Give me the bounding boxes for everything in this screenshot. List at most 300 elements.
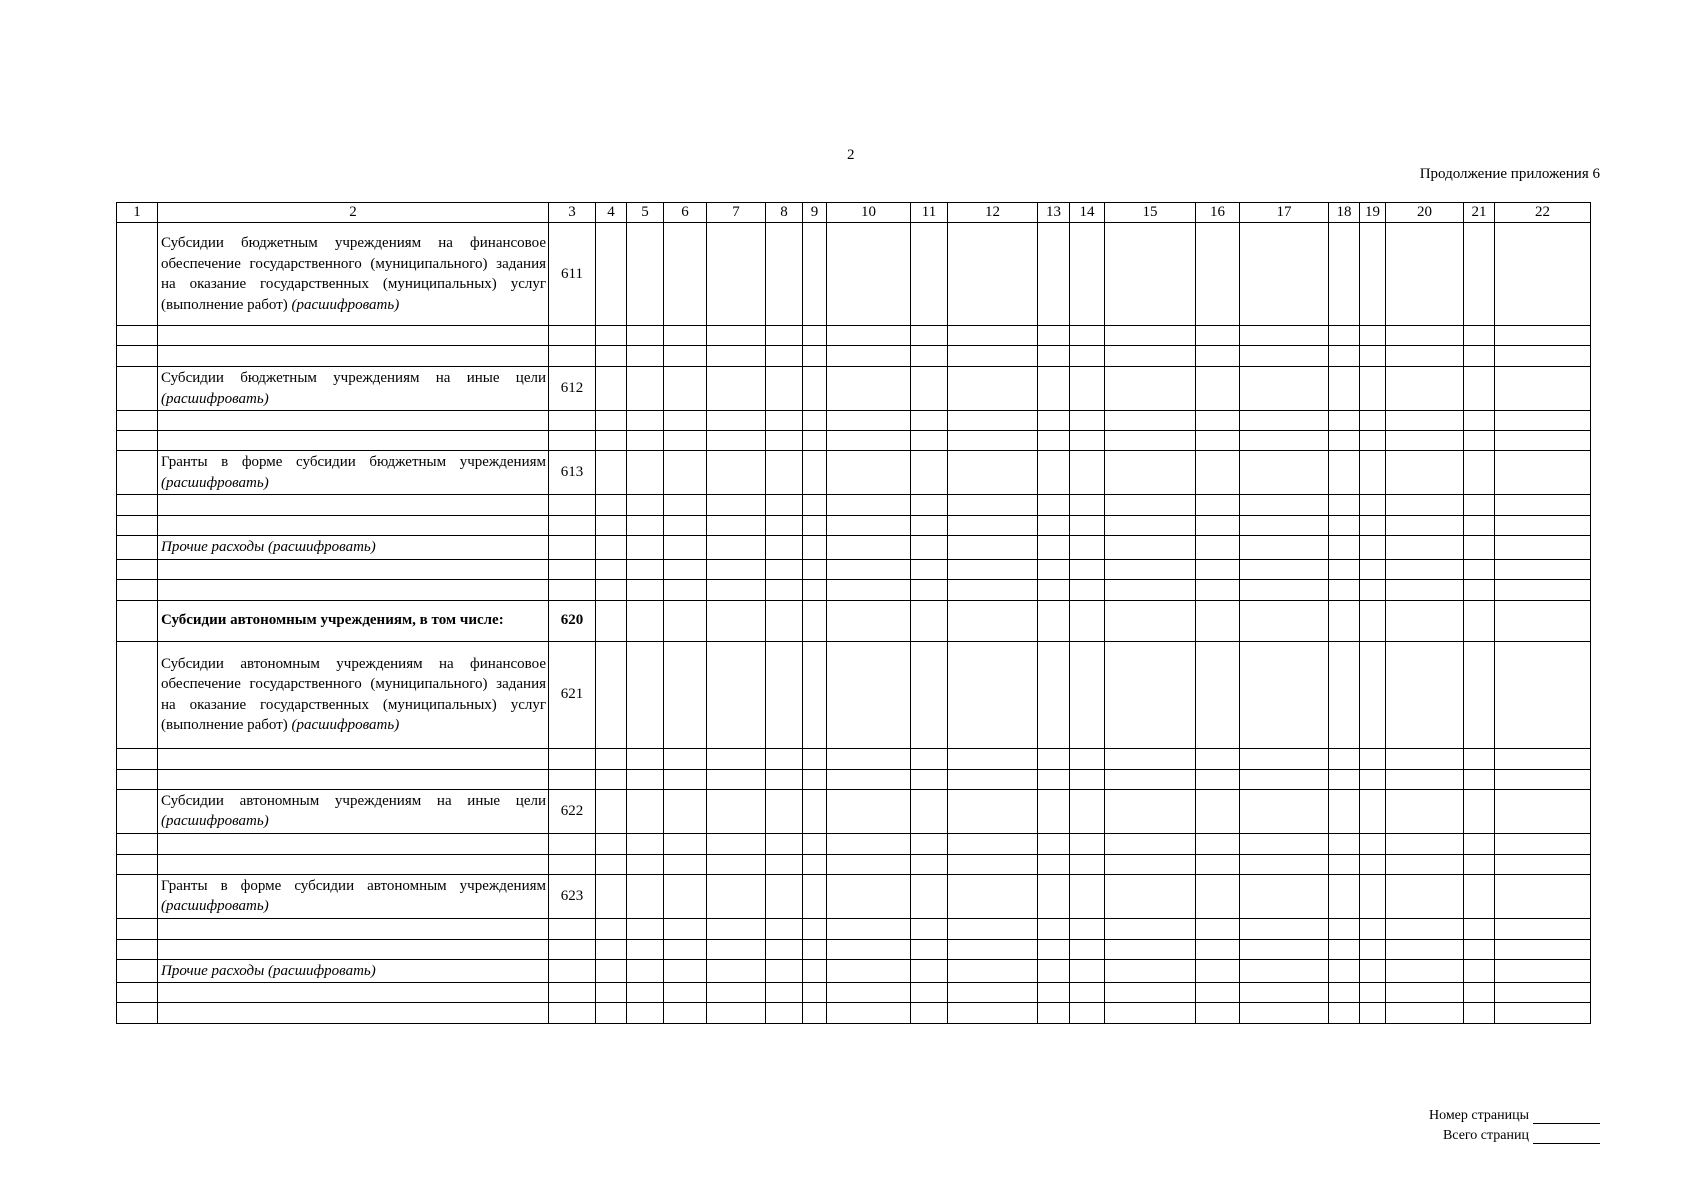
data-cell[interactable] bbox=[1360, 789, 1386, 833]
data-cell[interactable] bbox=[1329, 874, 1360, 918]
data-cell[interactable] bbox=[1360, 983, 1386, 1003]
data-cell[interactable] bbox=[1105, 854, 1196, 874]
data-cell[interactable] bbox=[1464, 579, 1495, 600]
data-cell[interactable] bbox=[827, 431, 911, 451]
data-cell[interactable] bbox=[803, 600, 827, 641]
data-cell[interactable] bbox=[664, 1003, 707, 1024]
data-cell[interactable] bbox=[664, 516, 707, 536]
data-cell[interactable] bbox=[766, 833, 803, 854]
data-cell[interactable] bbox=[1240, 411, 1329, 431]
data-cell[interactable] bbox=[766, 874, 803, 918]
data-cell[interactable] bbox=[1464, 431, 1495, 451]
data-cell[interactable] bbox=[707, 495, 766, 516]
data-cell[interactable] bbox=[664, 326, 707, 346]
data-cell[interactable] bbox=[707, 748, 766, 769]
data-cell[interactable] bbox=[707, 983, 766, 1003]
data-cell[interactable] bbox=[1386, 516, 1464, 536]
data-cell[interactable] bbox=[664, 833, 707, 854]
data-cell[interactable] bbox=[803, 431, 827, 451]
data-cell[interactable] bbox=[627, 959, 664, 983]
data-cell[interactable] bbox=[1360, 833, 1386, 854]
data-cell[interactable] bbox=[1070, 223, 1105, 326]
data-cell[interactable] bbox=[1329, 1003, 1360, 1024]
data-cell[interactable] bbox=[1495, 789, 1591, 833]
data-cell[interactable] bbox=[766, 326, 803, 346]
data-cell[interactable] bbox=[1105, 367, 1196, 411]
data-cell[interactable] bbox=[664, 559, 707, 579]
data-cell[interactable] bbox=[827, 641, 911, 748]
data-cell[interactable] bbox=[766, 516, 803, 536]
data-cell[interactable] bbox=[627, 874, 664, 918]
data-cell[interactable] bbox=[1329, 918, 1360, 939]
data-cell[interactable] bbox=[1386, 431, 1464, 451]
data-cell[interactable] bbox=[1360, 495, 1386, 516]
data-cell[interactable] bbox=[827, 748, 911, 769]
data-cell[interactable] bbox=[803, 854, 827, 874]
data-cell[interactable] bbox=[1240, 600, 1329, 641]
data-cell[interactable] bbox=[1196, 559, 1240, 579]
data-cell[interactable] bbox=[827, 579, 911, 600]
data-cell[interactable] bbox=[664, 495, 707, 516]
data-cell[interactable] bbox=[911, 367, 948, 411]
data-cell[interactable] bbox=[1105, 939, 1196, 959]
data-cell[interactable] bbox=[827, 495, 911, 516]
data-cell[interactable] bbox=[1070, 833, 1105, 854]
data-cell[interactable] bbox=[1196, 769, 1240, 789]
data-cell[interactable] bbox=[1240, 559, 1329, 579]
data-cell[interactable] bbox=[1386, 748, 1464, 769]
data-cell[interactable] bbox=[1070, 748, 1105, 769]
data-cell[interactable] bbox=[948, 431, 1038, 451]
data-cell[interactable] bbox=[707, 641, 766, 748]
data-cell[interactable] bbox=[707, 854, 766, 874]
data-cell[interactable] bbox=[664, 769, 707, 789]
data-cell[interactable] bbox=[707, 833, 766, 854]
data-cell[interactable] bbox=[1038, 516, 1070, 536]
data-cell[interactable] bbox=[1329, 367, 1360, 411]
data-cell[interactable] bbox=[766, 769, 803, 789]
data-cell[interactable] bbox=[766, 918, 803, 939]
data-cell[interactable] bbox=[707, 959, 766, 983]
data-cell[interactable] bbox=[1038, 1003, 1070, 1024]
data-cell[interactable] bbox=[1240, 516, 1329, 536]
data-cell[interactable] bbox=[1196, 641, 1240, 748]
data-cell[interactable] bbox=[1360, 326, 1386, 346]
data-cell[interactable] bbox=[1329, 346, 1360, 367]
data-cell[interactable] bbox=[1196, 495, 1240, 516]
data-cell[interactable] bbox=[1105, 1003, 1196, 1024]
data-cell[interactable] bbox=[911, 641, 948, 748]
data-cell[interactable] bbox=[1464, 516, 1495, 536]
data-cell[interactable] bbox=[1329, 939, 1360, 959]
data-cell[interactable] bbox=[1240, 223, 1329, 326]
data-cell[interactable] bbox=[707, 411, 766, 431]
data-cell[interactable] bbox=[627, 367, 664, 411]
data-cell[interactable] bbox=[948, 223, 1038, 326]
data-cell[interactable] bbox=[1105, 641, 1196, 748]
data-cell[interactable] bbox=[911, 559, 948, 579]
data-cell[interactable] bbox=[1070, 854, 1105, 874]
data-cell[interactable] bbox=[1386, 874, 1464, 918]
data-cell[interactable] bbox=[1386, 326, 1464, 346]
data-cell[interactable] bbox=[1196, 431, 1240, 451]
data-cell[interactable] bbox=[1495, 451, 1591, 495]
data-cell[interactable] bbox=[766, 854, 803, 874]
data-cell[interactable] bbox=[911, 536, 948, 560]
data-cell[interactable] bbox=[707, 874, 766, 918]
data-cell[interactable] bbox=[1038, 559, 1070, 579]
data-cell[interactable] bbox=[1329, 223, 1360, 326]
data-cell[interactable] bbox=[803, 874, 827, 918]
data-cell[interactable] bbox=[664, 579, 707, 600]
data-cell[interactable] bbox=[596, 367, 627, 411]
data-cell[interactable] bbox=[1329, 326, 1360, 346]
data-cell[interactable] bbox=[1196, 536, 1240, 560]
data-cell[interactable] bbox=[707, 431, 766, 451]
data-cell[interactable] bbox=[1038, 983, 1070, 1003]
data-cell[interactable] bbox=[827, 959, 911, 983]
data-cell[interactable] bbox=[1070, 769, 1105, 789]
data-cell[interactable] bbox=[1495, 411, 1591, 431]
data-cell[interactable] bbox=[1105, 769, 1196, 789]
data-cell[interactable] bbox=[1495, 641, 1591, 748]
data-cell[interactable] bbox=[827, 559, 911, 579]
data-cell[interactable] bbox=[911, 600, 948, 641]
data-cell[interactable] bbox=[911, 983, 948, 1003]
data-cell[interactable] bbox=[664, 983, 707, 1003]
data-cell[interactable] bbox=[1196, 600, 1240, 641]
data-cell[interactable] bbox=[911, 1003, 948, 1024]
data-cell[interactable] bbox=[827, 983, 911, 1003]
data-cell[interactable] bbox=[1495, 939, 1591, 959]
data-cell[interactable] bbox=[948, 516, 1038, 536]
data-cell[interactable] bbox=[1495, 959, 1591, 983]
data-cell[interactable] bbox=[627, 536, 664, 560]
data-cell[interactable] bbox=[827, 536, 911, 560]
data-cell[interactable] bbox=[1360, 516, 1386, 536]
data-cell[interactable] bbox=[1360, 600, 1386, 641]
data-cell[interactable] bbox=[1329, 769, 1360, 789]
data-cell[interactable] bbox=[948, 411, 1038, 431]
data-cell[interactable] bbox=[766, 939, 803, 959]
data-cell[interactable] bbox=[1464, 451, 1495, 495]
data-cell[interactable] bbox=[948, 600, 1038, 641]
data-cell[interactable] bbox=[911, 495, 948, 516]
data-cell[interactable] bbox=[1464, 874, 1495, 918]
data-cell[interactable] bbox=[1360, 559, 1386, 579]
data-cell[interactable] bbox=[803, 918, 827, 939]
data-cell[interactable] bbox=[707, 918, 766, 939]
data-cell[interactable] bbox=[948, 326, 1038, 346]
data-cell[interactable] bbox=[1495, 1003, 1591, 1024]
data-cell[interactable] bbox=[911, 918, 948, 939]
data-cell[interactable] bbox=[1464, 833, 1495, 854]
data-cell[interactable] bbox=[1196, 789, 1240, 833]
data-cell[interactable] bbox=[1070, 789, 1105, 833]
data-cell[interactable] bbox=[1070, 451, 1105, 495]
data-cell[interactable] bbox=[1196, 451, 1240, 495]
data-cell[interactable] bbox=[627, 346, 664, 367]
data-cell[interactable] bbox=[1329, 833, 1360, 854]
data-cell[interactable] bbox=[596, 854, 627, 874]
data-cell[interactable] bbox=[1038, 451, 1070, 495]
data-cell[interactable] bbox=[948, 641, 1038, 748]
data-cell[interactable] bbox=[1495, 983, 1591, 1003]
data-cell[interactable] bbox=[1360, 367, 1386, 411]
data-cell[interactable] bbox=[1386, 854, 1464, 874]
data-cell[interactable] bbox=[827, 223, 911, 326]
data-cell[interactable] bbox=[1464, 223, 1495, 326]
data-cell[interactable] bbox=[1464, 789, 1495, 833]
data-cell[interactable] bbox=[596, 516, 627, 536]
data-cell[interactable] bbox=[1070, 346, 1105, 367]
data-cell[interactable] bbox=[911, 833, 948, 854]
data-cell[interactable] bbox=[827, 918, 911, 939]
data-cell[interactable] bbox=[766, 959, 803, 983]
data-cell[interactable] bbox=[1329, 451, 1360, 495]
data-cell[interactable] bbox=[1360, 918, 1386, 939]
data-cell[interactable] bbox=[766, 346, 803, 367]
data-cell[interactable] bbox=[803, 516, 827, 536]
data-cell[interactable] bbox=[1495, 516, 1591, 536]
data-cell[interactable] bbox=[827, 939, 911, 959]
data-cell[interactable] bbox=[596, 326, 627, 346]
data-cell[interactable] bbox=[664, 451, 707, 495]
data-cell[interactable] bbox=[803, 748, 827, 769]
data-cell[interactable] bbox=[948, 346, 1038, 367]
data-cell[interactable] bbox=[707, 367, 766, 411]
data-cell[interactable] bbox=[1464, 748, 1495, 769]
data-cell[interactable] bbox=[911, 516, 948, 536]
data-cell[interactable] bbox=[1360, 769, 1386, 789]
data-cell[interactable] bbox=[827, 854, 911, 874]
data-cell[interactable] bbox=[1360, 451, 1386, 495]
data-cell[interactable] bbox=[1464, 326, 1495, 346]
data-cell[interactable] bbox=[948, 579, 1038, 600]
data-cell[interactable] bbox=[1495, 748, 1591, 769]
data-cell[interactable] bbox=[1038, 431, 1070, 451]
data-cell[interactable] bbox=[707, 326, 766, 346]
data-cell[interactable] bbox=[627, 1003, 664, 1024]
data-cell[interactable] bbox=[664, 939, 707, 959]
data-cell[interactable] bbox=[1240, 833, 1329, 854]
data-cell[interactable] bbox=[1038, 600, 1070, 641]
data-cell[interactable] bbox=[1386, 579, 1464, 600]
data-cell[interactable] bbox=[911, 874, 948, 918]
data-cell[interactable] bbox=[766, 223, 803, 326]
data-cell[interactable] bbox=[1240, 918, 1329, 939]
data-cell[interactable] bbox=[803, 411, 827, 431]
data-cell[interactable] bbox=[766, 536, 803, 560]
data-cell[interactable] bbox=[1495, 559, 1591, 579]
data-cell[interactable] bbox=[1038, 748, 1070, 769]
data-cell[interactable] bbox=[1105, 516, 1196, 536]
data-cell[interactable] bbox=[911, 579, 948, 600]
data-cell[interactable] bbox=[1038, 223, 1070, 326]
data-cell[interactable] bbox=[664, 789, 707, 833]
data-cell[interactable] bbox=[707, 559, 766, 579]
data-cell[interactable] bbox=[948, 536, 1038, 560]
data-cell[interactable] bbox=[627, 641, 664, 748]
data-cell[interactable] bbox=[1196, 854, 1240, 874]
data-cell[interactable] bbox=[1038, 854, 1070, 874]
data-cell[interactable] bbox=[1329, 559, 1360, 579]
data-cell[interactable] bbox=[827, 326, 911, 346]
data-cell[interactable] bbox=[1360, 579, 1386, 600]
data-cell[interactable] bbox=[627, 451, 664, 495]
data-cell[interactable] bbox=[627, 939, 664, 959]
data-cell[interactable] bbox=[664, 536, 707, 560]
data-cell[interactable] bbox=[1038, 495, 1070, 516]
data-cell[interactable] bbox=[707, 600, 766, 641]
data-cell[interactable] bbox=[1386, 600, 1464, 641]
data-cell[interactable] bbox=[1105, 431, 1196, 451]
data-cell[interactable] bbox=[911, 748, 948, 769]
data-cell[interactable] bbox=[664, 874, 707, 918]
data-cell[interactable] bbox=[1240, 874, 1329, 918]
data-cell[interactable] bbox=[1329, 789, 1360, 833]
data-cell[interactable] bbox=[766, 411, 803, 431]
data-cell[interactable] bbox=[1070, 495, 1105, 516]
data-cell[interactable] bbox=[911, 411, 948, 431]
data-cell[interactable] bbox=[627, 769, 664, 789]
data-cell[interactable] bbox=[911, 326, 948, 346]
data-cell[interactable] bbox=[1240, 367, 1329, 411]
data-cell[interactable] bbox=[1070, 959, 1105, 983]
data-cell[interactable] bbox=[948, 559, 1038, 579]
data-cell[interactable] bbox=[766, 367, 803, 411]
data-cell[interactable] bbox=[1070, 536, 1105, 560]
data-cell[interactable] bbox=[1070, 641, 1105, 748]
data-cell[interactable] bbox=[911, 769, 948, 789]
data-cell[interactable] bbox=[766, 579, 803, 600]
data-cell[interactable] bbox=[1070, 516, 1105, 536]
data-cell[interactable] bbox=[1196, 223, 1240, 326]
data-cell[interactable] bbox=[766, 451, 803, 495]
data-cell[interactable] bbox=[948, 833, 1038, 854]
data-cell[interactable] bbox=[803, 769, 827, 789]
data-cell[interactable] bbox=[627, 918, 664, 939]
data-cell[interactable] bbox=[1464, 559, 1495, 579]
data-cell[interactable] bbox=[627, 600, 664, 641]
data-cell[interactable] bbox=[1329, 536, 1360, 560]
data-cell[interactable] bbox=[827, 516, 911, 536]
data-cell[interactable] bbox=[1038, 536, 1070, 560]
data-cell[interactable] bbox=[1240, 451, 1329, 495]
data-cell[interactable] bbox=[1105, 789, 1196, 833]
data-cell[interactable] bbox=[1038, 939, 1070, 959]
data-cell[interactable] bbox=[1240, 326, 1329, 346]
data-cell[interactable] bbox=[664, 918, 707, 939]
data-cell[interactable] bbox=[1196, 579, 1240, 600]
data-cell[interactable] bbox=[1240, 536, 1329, 560]
data-cell[interactable] bbox=[1038, 641, 1070, 748]
data-cell[interactable] bbox=[803, 367, 827, 411]
data-cell[interactable] bbox=[627, 411, 664, 431]
data-cell[interactable] bbox=[1038, 411, 1070, 431]
data-cell[interactable] bbox=[948, 1003, 1038, 1024]
data-cell[interactable] bbox=[1240, 789, 1329, 833]
data-cell[interactable] bbox=[596, 495, 627, 516]
data-cell[interactable] bbox=[911, 346, 948, 367]
data-cell[interactable] bbox=[827, 1003, 911, 1024]
data-cell[interactable] bbox=[1105, 411, 1196, 431]
data-cell[interactable] bbox=[1070, 874, 1105, 918]
data-cell[interactable] bbox=[1495, 495, 1591, 516]
data-cell[interactable] bbox=[1386, 346, 1464, 367]
data-cell[interactable] bbox=[803, 833, 827, 854]
data-cell[interactable] bbox=[948, 789, 1038, 833]
data-cell[interactable] bbox=[1360, 536, 1386, 560]
data-cell[interactable] bbox=[1240, 579, 1329, 600]
data-cell[interactable] bbox=[1386, 959, 1464, 983]
data-cell[interactable] bbox=[1105, 536, 1196, 560]
data-cell[interactable] bbox=[1196, 983, 1240, 1003]
data-cell[interactable] bbox=[803, 641, 827, 748]
data-cell[interactable] bbox=[766, 1003, 803, 1024]
data-cell[interactable] bbox=[1105, 874, 1196, 918]
data-cell[interactable] bbox=[827, 346, 911, 367]
data-cell[interactable] bbox=[1038, 874, 1070, 918]
data-cell[interactable] bbox=[827, 789, 911, 833]
data-cell[interactable] bbox=[1105, 346, 1196, 367]
data-cell[interactable] bbox=[1464, 959, 1495, 983]
data-cell[interactable] bbox=[1360, 874, 1386, 918]
data-cell[interactable] bbox=[1240, 939, 1329, 959]
data-cell[interactable] bbox=[1386, 223, 1464, 326]
data-cell[interactable] bbox=[1105, 959, 1196, 983]
data-cell[interactable] bbox=[1386, 411, 1464, 431]
data-cell[interactable] bbox=[664, 367, 707, 411]
data-cell[interactable] bbox=[596, 789, 627, 833]
data-cell[interactable] bbox=[911, 854, 948, 874]
data-cell[interactable] bbox=[766, 983, 803, 1003]
data-cell[interactable] bbox=[1240, 1003, 1329, 1024]
data-cell[interactable] bbox=[827, 367, 911, 411]
data-cell[interactable] bbox=[1240, 769, 1329, 789]
data-cell[interactable] bbox=[1038, 346, 1070, 367]
data-cell[interactable] bbox=[1240, 346, 1329, 367]
data-cell[interactable] bbox=[707, 536, 766, 560]
data-cell[interactable] bbox=[1386, 939, 1464, 959]
data-cell[interactable] bbox=[1070, 939, 1105, 959]
data-cell[interactable] bbox=[1386, 536, 1464, 560]
data-cell[interactable] bbox=[596, 833, 627, 854]
data-cell[interactable] bbox=[707, 939, 766, 959]
data-cell[interactable] bbox=[1360, 641, 1386, 748]
data-cell[interactable] bbox=[1495, 854, 1591, 874]
data-cell[interactable] bbox=[827, 600, 911, 641]
data-cell[interactable] bbox=[1196, 411, 1240, 431]
data-cell[interactable] bbox=[1196, 367, 1240, 411]
data-cell[interactable] bbox=[707, 789, 766, 833]
data-cell[interactable] bbox=[707, 346, 766, 367]
data-cell[interactable] bbox=[1329, 959, 1360, 983]
data-cell[interactable] bbox=[1360, 748, 1386, 769]
data-cell[interactable] bbox=[1464, 769, 1495, 789]
data-cell[interactable] bbox=[627, 789, 664, 833]
data-cell[interactable] bbox=[1196, 1003, 1240, 1024]
data-cell[interactable] bbox=[1386, 983, 1464, 1003]
data-cell[interactable] bbox=[948, 983, 1038, 1003]
data-cell[interactable] bbox=[803, 959, 827, 983]
data-cell[interactable] bbox=[596, 559, 627, 579]
data-cell[interactable] bbox=[1386, 918, 1464, 939]
data-cell[interactable] bbox=[627, 983, 664, 1003]
data-cell[interactable] bbox=[911, 959, 948, 983]
data-cell[interactable] bbox=[827, 874, 911, 918]
data-cell[interactable] bbox=[1240, 748, 1329, 769]
